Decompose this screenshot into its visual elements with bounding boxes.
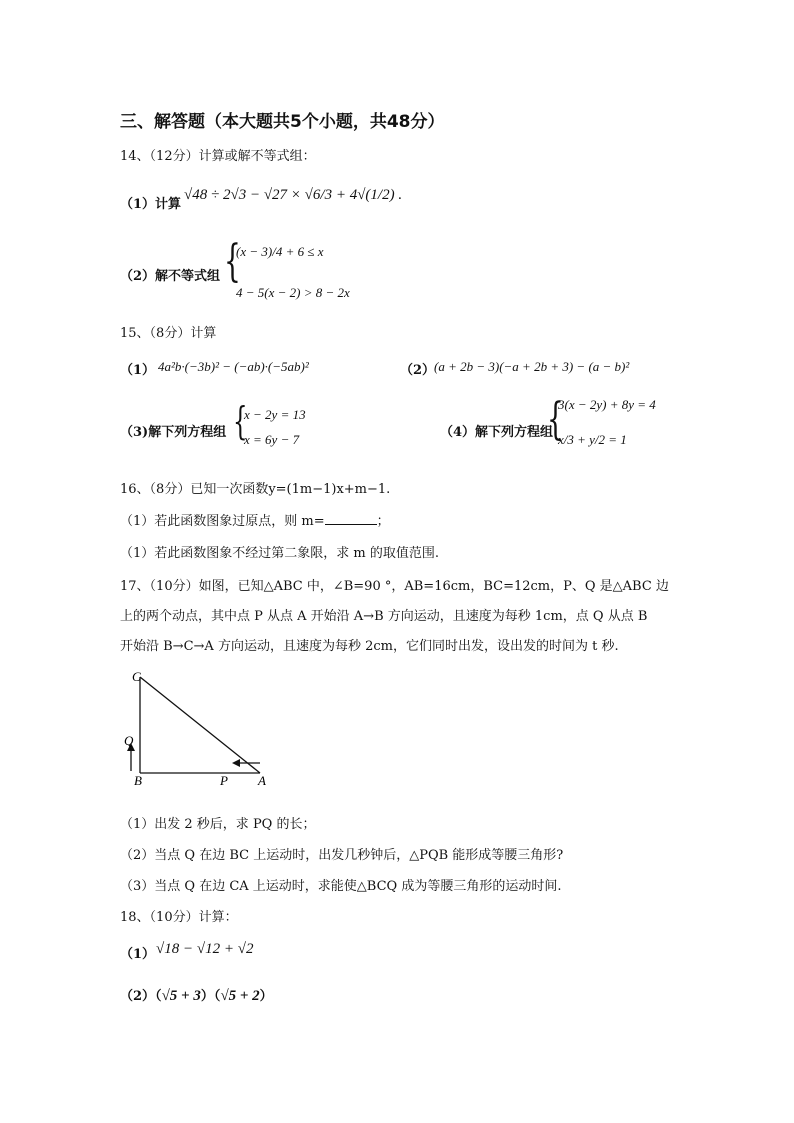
q15-header: 15、（8分）计算	[120, 326, 217, 341]
q15-p4-line1: 3(x − 2y) + 8y = 4	[558, 397, 656, 412]
q14-p2-line2: 4 − 5(x − 2) > 8 − 2x	[236, 285, 350, 300]
q14-p2-brace: {	[224, 236, 241, 287]
label-a: A	[258, 773, 266, 788]
q17-p3: （3）当点 Q 在边 CA 上运动时，求能使△BCQ 成为等腰三角形的运动时间.	[120, 879, 562, 894]
q16-p1-tail: ；	[376, 514, 390, 529]
q15-p3-label: （3)解下列方程组	[120, 425, 227, 440]
p-arrow-icon	[232, 759, 240, 767]
q16-p1	[120, 510, 390, 529]
q18-p2-expr-a: √5 + 3	[161, 988, 201, 1004]
q15-p3-line2: x = 6y − 7	[244, 432, 300, 447]
q18-p2-expr-b: √5 + 2	[220, 988, 260, 1004]
q17-line1: 17、（10分）如图，已知△ABC 中，∠B=90 °，AB=16cm，BC=12cm，P、Q 是△ABC 边	[120, 579, 669, 594]
q17-p1: （1）出发 2 秒后，求 PQ 的长；	[120, 817, 316, 832]
q18-p2-end: ）	[259, 989, 273, 1004]
q15-p3-line1: x − 2y = 13	[244, 407, 306, 422]
q15-p4-label: （4）解下列方程组	[440, 425, 554, 440]
q15-p4-brace: {	[547, 394, 564, 445]
q14-p1-expression	[184, 187, 402, 204]
q18-p2-label: （2）（	[120, 989, 162, 1004]
q15-p1-label: （1）	[120, 363, 156, 378]
label-p: P	[220, 773, 228, 788]
q18-p1-label: （1）	[120, 947, 156, 962]
q15-p2-expression: (a + 2b − 3)(−a + 2b + 3) − (a − b)²	[434, 359, 630, 374]
q14-p2-label: （2）解不等式组	[120, 269, 221, 284]
label-c: C	[132, 669, 141, 684]
q16-p2: （1）若此函数图象不经过第二象限，求 m 的取值范围.	[120, 546, 439, 561]
q14-header: 14、（12分）计算或解不等式组：	[120, 149, 316, 164]
q18-header: 18、（10分）计算：	[120, 910, 238, 925]
q17-p2: （2）当点 Q 在边 BC 上运动时，出发几秒钟后，△PQB 能形成等腰三角形?	[120, 848, 564, 863]
q14-p1-expr-text: √48 ÷ 2√3 − √27 × √6/3 + 4√(1/2) .	[184, 187, 403, 203]
answer-blank	[325, 512, 377, 525]
q14-p1-label: （1）计算	[120, 197, 182, 212]
q15-p1-expression: 4a²b·(−3b)² − (−ab)·(−5ab)²	[158, 359, 309, 374]
q17-line3: 开始沿 B→C→A 方向运动，且速度为每秒 2cm，它们同时出发，设出发的时间为 t 秒.	[120, 639, 619, 654]
q15-p3-brace: {	[233, 399, 248, 443]
triangle-figure	[118, 665, 278, 790]
q18-p2-mid: ）（	[200, 989, 221, 1004]
section-title: 三、解答题（本大题共5个小题，共48分）	[120, 112, 445, 132]
q14-p2-line1: (x − 3)/4 + 6 ≤ x	[236, 244, 324, 259]
q15-p2-label: （2）	[400, 363, 436, 378]
q17-line2: 上的两个动点，其中点 P 从点 A 开始沿 A→B 方向运动，且速度为每秒 1cm，点 Q 从点 B	[120, 609, 648, 624]
q15-p4-line2: x/3 + y/2 = 1	[558, 432, 627, 447]
q16-p1-text: （1）若此函数图象过原点，则 m=	[120, 514, 325, 529]
label-b: B	[134, 773, 142, 788]
label-q: Q	[124, 733, 134, 748]
side-ca	[140, 677, 260, 773]
q18-p2	[120, 985, 273, 1005]
q16-header: 16、（8分）已知一次函数y=(1m−1)x+m−1.	[120, 482, 391, 497]
q18-p1-expression: √18 − √12 + √2	[156, 941, 254, 957]
